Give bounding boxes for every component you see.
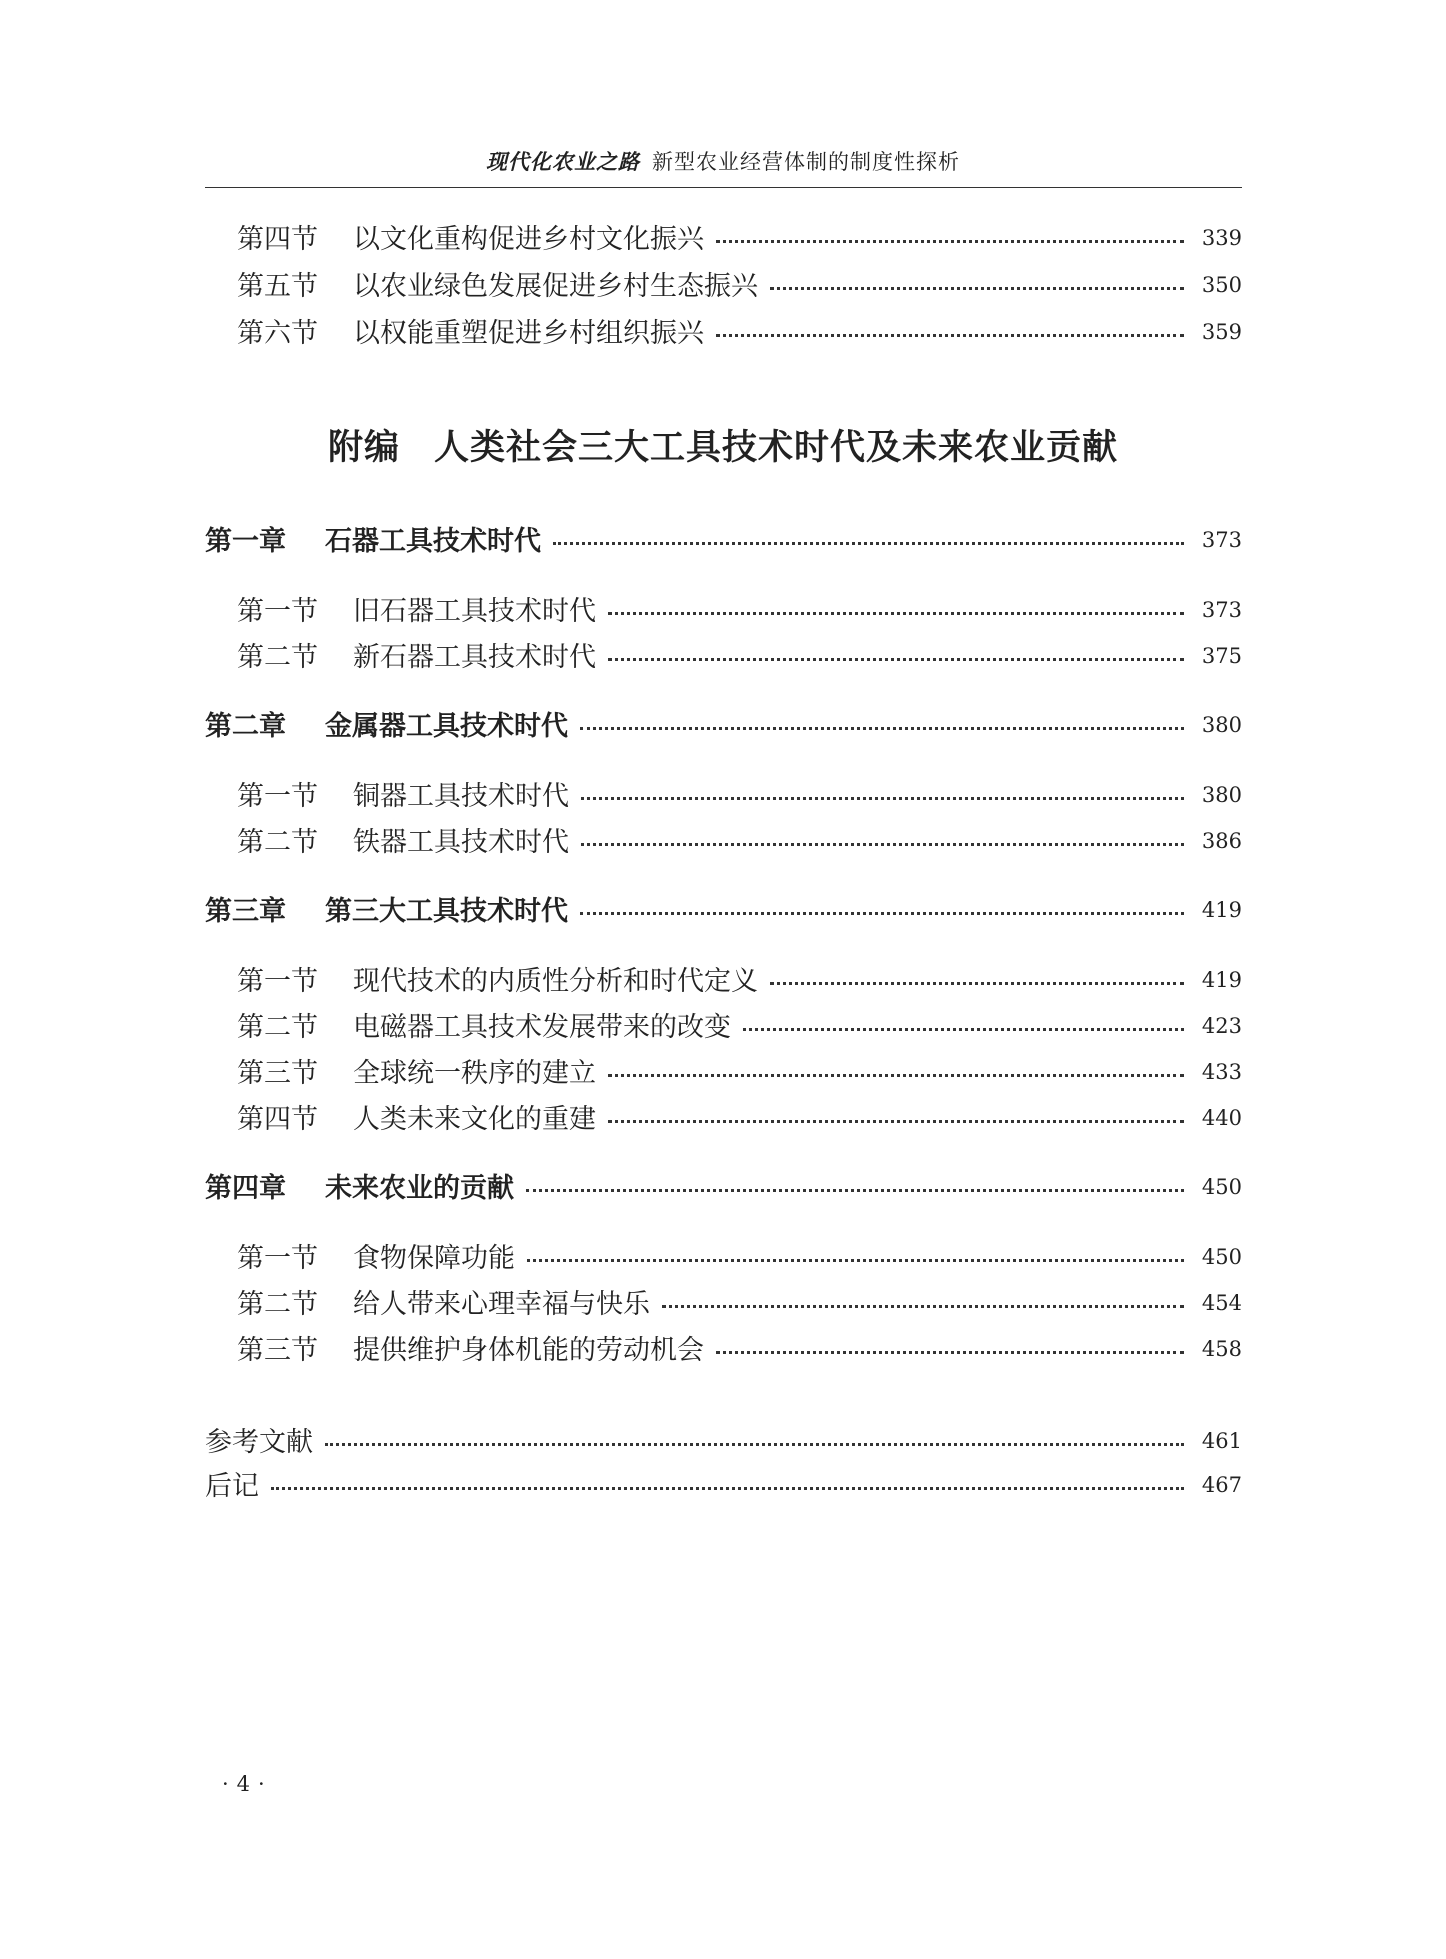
part-label: 附编: [327, 427, 400, 468]
section-title: 以权能重塑促进乡村组织振兴: [353, 317, 704, 349]
toc-section-entry[interactable]: [205, 1005, 1242, 1043]
page-ref: 419: [1201, 898, 1242, 922]
section-number: 第二节: [237, 1288, 318, 1320]
series-title: 现代化农业之路: [486, 149, 640, 174]
page-ref: 450: [1201, 1175, 1242, 1199]
dot-leader: [716, 1351, 1184, 1354]
section-number: 第三节: [237, 1057, 318, 1089]
page-ref: 467: [1201, 1473, 1242, 1497]
part-title: 人类社会三大工具技术时代及未来农业贡献: [434, 427, 1119, 468]
section-title: 给人带来心理幸福与快乐: [353, 1288, 650, 1320]
section-title: 以文化重构促进乡村文化振兴: [353, 223, 704, 255]
dot-leader: [608, 1074, 1184, 1077]
section-title: 全球统一秩序的建立: [353, 1057, 596, 1089]
dot-leader: [553, 542, 1184, 545]
page-ref: 433: [1201, 1060, 1242, 1084]
chapter-title: 金属器工具技术时代: [325, 710, 568, 742]
toc-backmatter-entry[interactable]: [205, 1464, 1242, 1502]
toc-chapter-entry[interactable]: [205, 889, 1242, 927]
section-number: 第一节: [237, 780, 318, 812]
header-rule: [205, 187, 1242, 188]
page-ref: 454: [1201, 1291, 1242, 1315]
dot-leader: [581, 797, 1184, 800]
backmatter-title: 参考文献: [205, 1426, 313, 1458]
toc-section-entry[interactable]: [205, 820, 1242, 858]
toc-section-entry[interactable]: [205, 959, 1242, 997]
page-ref: 339: [1201, 226, 1242, 250]
toc-section-entry[interactable]: [205, 311, 1242, 349]
page-ref: 450: [1201, 1245, 1242, 1269]
section-title: 电磁器工具技术发展带来的改变: [353, 1011, 731, 1043]
dot-leader: [271, 1487, 1184, 1490]
section-title: 现代技术的内质性分析和时代定义: [353, 965, 758, 997]
page-ref: 373: [1201, 528, 1242, 552]
toc-section-entry[interactable]: [205, 1328, 1242, 1366]
toc-chapter-entry[interactable]: [205, 519, 1242, 557]
dot-leader: [580, 727, 1184, 730]
chapter-title: 未来农业的贡献: [325, 1172, 514, 1204]
chapter-number: 第三章: [205, 895, 286, 927]
backmatter-title: 后记: [205, 1470, 259, 1502]
section-number: 第二节: [237, 641, 318, 673]
dot-leader: [770, 982, 1184, 985]
dot-leader: [608, 1120, 1184, 1123]
chapter-title: 第三大工具技术时代: [325, 895, 568, 927]
dot-leader: [608, 612, 1184, 615]
section-title: 铜器工具技术时代: [353, 780, 569, 812]
page-ref: 380: [1201, 713, 1242, 737]
dot-leader: [770, 287, 1184, 290]
toc-section-entry[interactable]: [205, 264, 1242, 302]
page-ref: 350: [1201, 273, 1242, 297]
dot-leader: [608, 658, 1184, 661]
toc-chapter-entry[interactable]: [205, 704, 1242, 742]
page-ref: 458: [1201, 1337, 1242, 1361]
dot-leader: [580, 912, 1184, 915]
section-title: 铁器工具技术时代: [353, 826, 569, 858]
section-number: 第六节: [237, 317, 318, 349]
dot-leader: [526, 1189, 1184, 1192]
dot-leader: [325, 1443, 1184, 1446]
section-number: 第三节: [237, 1334, 318, 1366]
dot-leader: [716, 240, 1184, 243]
page-ref: 380: [1201, 783, 1242, 807]
section-title: 以农业绿色发展促进乡村生态振兴: [353, 270, 758, 302]
section-number: 第四节: [237, 1103, 318, 1135]
section-title: 新石器工具技术时代: [353, 641, 596, 673]
section-number: 第五节: [237, 270, 318, 302]
chapter-number: 第二章: [205, 710, 286, 742]
section-number: 第一节: [237, 595, 318, 627]
toc-backmatter-entry[interactable]: [205, 1420, 1242, 1458]
toc-section-entry[interactable]: [205, 217, 1242, 255]
toc-section-entry[interactable]: [205, 1282, 1242, 1320]
toc-chapter-entry[interactable]: [205, 1166, 1242, 1204]
section-title: 人类未来文化的重建: [353, 1103, 596, 1135]
dot-leader: [743, 1028, 1184, 1031]
book-title: 新型农业经营体制的制度性探析: [652, 150, 960, 174]
dot-leader: [581, 843, 1184, 846]
section-number: 第二节: [237, 1011, 318, 1043]
page-ref: 375: [1201, 644, 1242, 668]
section-title: 食物保障功能: [353, 1242, 515, 1274]
section-number: 第二节: [237, 826, 318, 858]
page-ref: 386: [1201, 829, 1242, 853]
page-ref: 440: [1201, 1106, 1242, 1130]
dot-leader: [527, 1259, 1184, 1262]
page-ref: 461: [1201, 1429, 1242, 1453]
toc-section-entry[interactable]: [205, 635, 1242, 673]
section-number: 第一节: [237, 965, 318, 997]
toc-section-entry[interactable]: [205, 774, 1242, 812]
section-title: 旧石器工具技术时代: [353, 595, 596, 627]
page-ref: 419: [1201, 968, 1242, 992]
dot-leader: [662, 1305, 1184, 1308]
page-ref: 423: [1201, 1014, 1242, 1038]
toc-section-entry[interactable]: [205, 1051, 1242, 1089]
section-title: 提供维护身体机能的劳动机会: [353, 1334, 704, 1366]
chapter-title: 石器工具技术时代: [325, 525, 541, 557]
chapter-number: 第一章: [205, 525, 286, 557]
running-header: [0, 146, 1446, 176]
page-ref: 359: [1201, 320, 1242, 344]
part-heading: [0, 420, 1446, 470]
section-number: 第一节: [237, 1242, 318, 1274]
page-number: ·4·: [222, 1772, 273, 1796]
section-number: 第四节: [237, 223, 318, 255]
page-ref: 373: [1201, 598, 1242, 622]
toc-section-entry[interactable]: [205, 1097, 1242, 1135]
chapter-number: 第四章: [205, 1172, 286, 1204]
toc-section-entry[interactable]: [205, 589, 1242, 627]
toc-section-entry[interactable]: [205, 1236, 1242, 1274]
dot-leader: [716, 334, 1184, 337]
